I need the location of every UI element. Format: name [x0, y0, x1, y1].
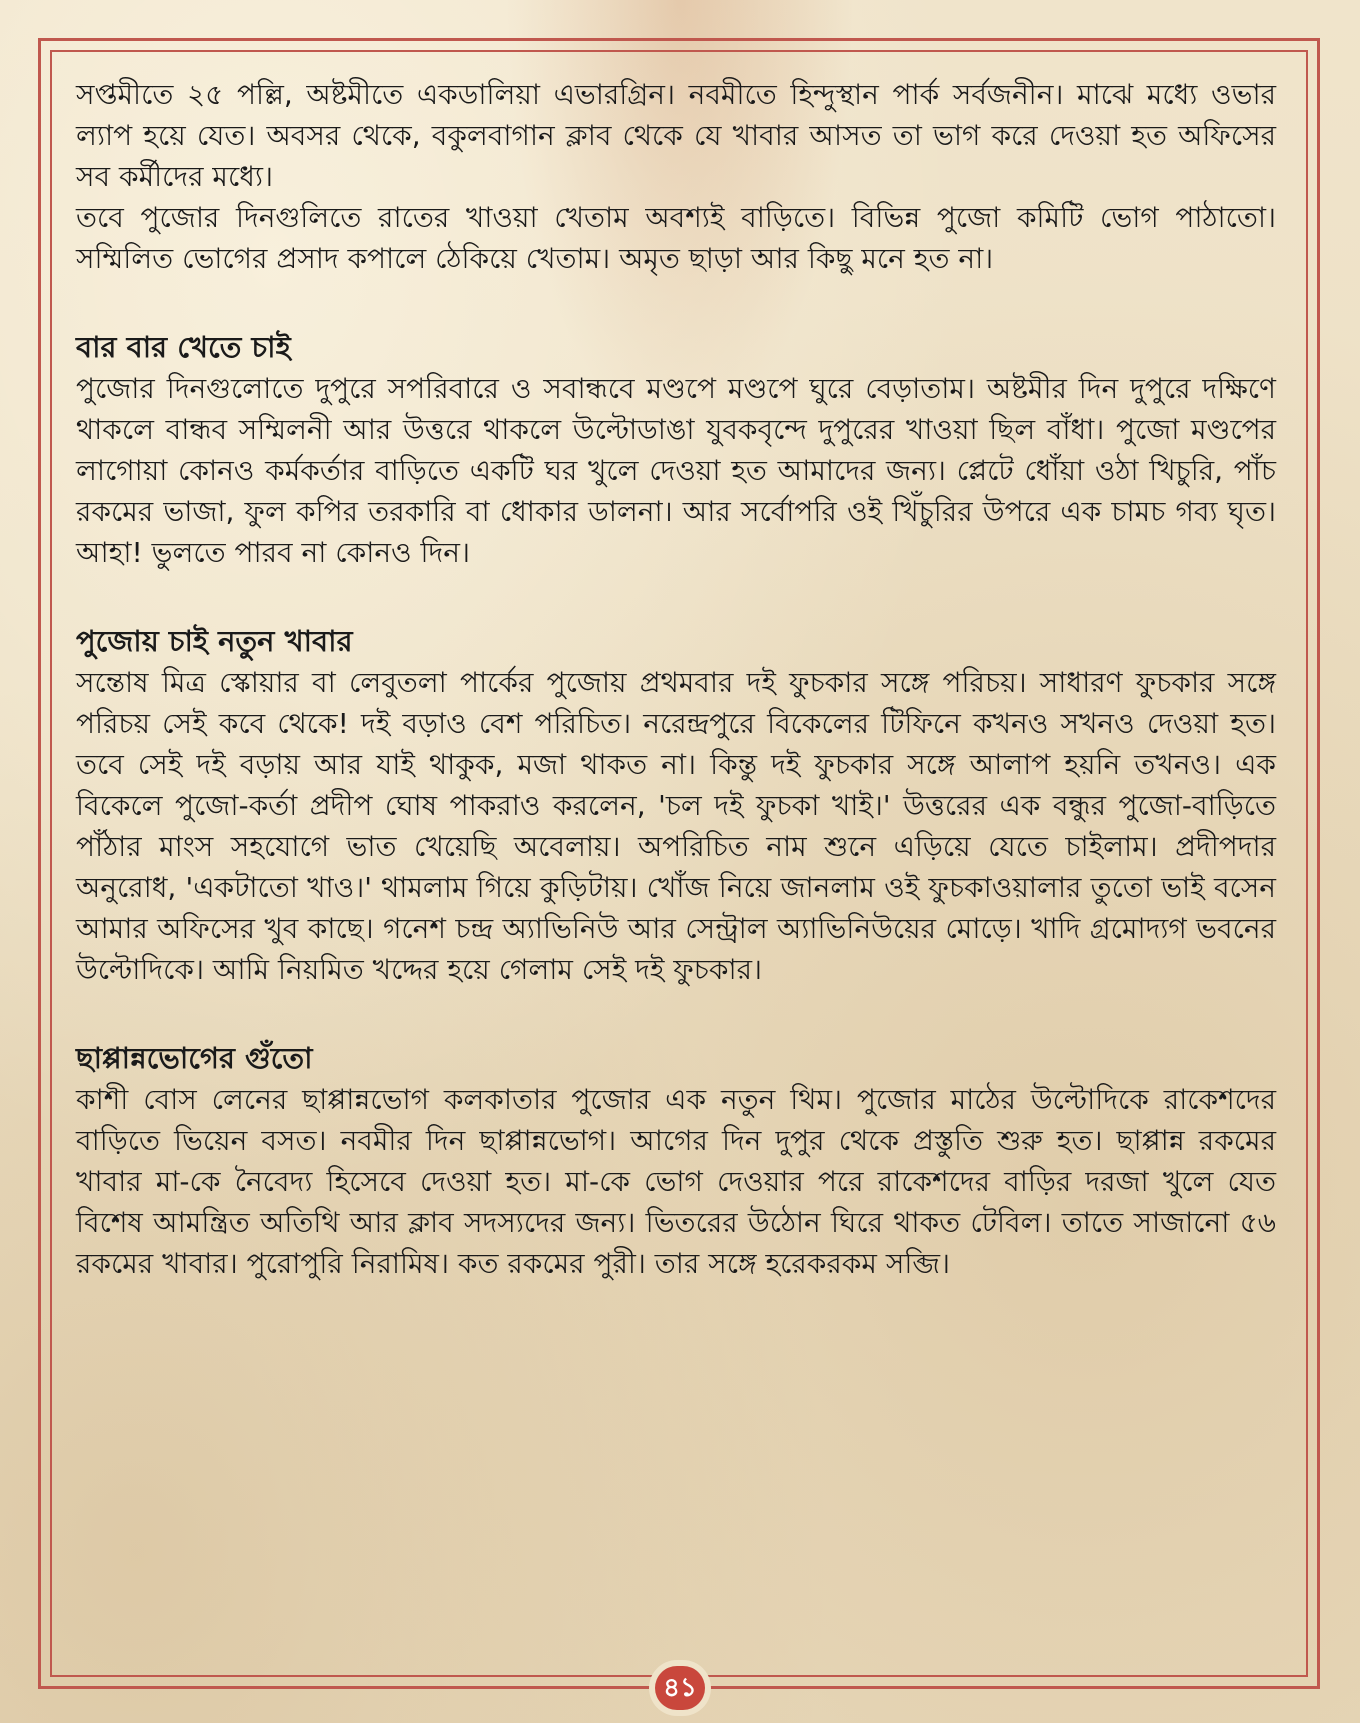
- intro-paragraph-1: সপ্তমীতে ২৫ পল্লি, অষ্টমীতে একডালিয়া এভারগ্রিন। নবমীতে হিন্দুস্থান পার্ক সর্বজনীন। মাঝে মধ্যে ওভার ল্যাপ হয়ে যেত। অবসর থেকে, বকুলবাগান ক্লাব থেকে যে খাবার আসত তা ভাগ করে দেওয়া হত অফিসের সব কর্মীদের মধ্যে।: [76, 78, 1276, 193]
- page-number-badge: ৪১: [655, 1666, 705, 1710]
- section-heading-1: বার বার খেতে চাই: [76, 330, 291, 364]
- intro-paragraph-2: তবে পুজোর দিনগুলিতে রাতের খাওয়া খেতাম অবশ্যই বাড়িতে। বিভিন্ন পুজো কমিটি ভোগ পাঠাতো। সম্মিলিত ভোগের প্রসাদ কপালে ঠেকিয়ে খেতাম। অমৃত ছাড়া আর কিছু মনে হত না।: [76, 201, 1276, 275]
- page-footer: [0, 1666, 1360, 1712]
- article-content: [76, 74, 1276, 1284]
- section-heading-2: পুজোয় চাই নতুন খাবার: [76, 624, 353, 658]
- section-heading-3: ছাপ্পান্নভোগের গুঁতো: [76, 1041, 313, 1075]
- section-body-3: কাশী বোস লেনের ছাপ্পান্নভোগ কলকাতার পুজোর এক নতুন থিম। পুজোর মাঠের উল্টোদিকে রাকেশদের বাড়িতে ভিয়েন বসত। নবমীর দিন ছাপ্পান্নভোগ। আগের দিন দুপুর থেকে প্রস্তুতি শুরু হত। ছাপ্পান্ন রকমের খাবার মা-কে নৈবেদ্য হিসেবে দেওয়া হত। মা-কে ভোগ দেওয়ার পরে রাকেশদের বাড়ির দরজা খুলে যেত বিশেষ আমন্ত্রিত অতিথি আর ক্লাব সদস্যদের জন্য। ভিতরের উঠোন ঘিরে থাকত টেবিল। তাতে সাজানো ৫৬ রকমের খাবার। পুরোপুরি নিরামিষ। কত রকমের পুরী। তার সঙ্গে হরেকরকম সব্জি।: [76, 1083, 1276, 1280]
- section-body-2: সন্তোষ মিত্র স্কোয়ার বা লেবুতলা পার্কের পুজোয় প্রথমবার দই ফুচকার সঙ্গে পরিচয়। সাধারণ ফুচকার সঙ্গে পরিচয় সেই কবে থেকে! দই বড়াও বেশ পরিচিত। নরেন্দ্রপুরে বিকেলের টিফিনে কখনও সখনও দেওয়া হত। তবে সেই দই বড়ায় আর যাই থাকুক, মজা থাকত না। কিন্তু দই ফুচকার সঙ্গে আলাপ হয়নি তখনও। এক বিকেলে পুজো-কর্তা প্রদীপ ঘোষ পাকরাও করলেন, 'চল দই ফুচকা খাই।' উত্তরের এক বন্ধুর পুজো-বাড়িতে পাঁঠার মাংস সহযোগে ভাত খেয়েছি অবেলায়। অপরিচিত নাম শুনে এড়িয়ে যেতে চাইলাম। প্রদীপদার অনুরোধ, 'একটাতো খাও।' থামলাম গিয়ে কুড়িটায়। খোঁজ নিয়ে জানলাম ওই ফুচকাওয়ালার তুতো ভাই বসেন আমার অফিসের খুব কাছে। গনেশ চন্দ্র অ্যাভিনিউ আর সেন্ট্রাল অ্যাভিনিউয়ের মোড়ে। খাদি গ্রমোদ্যগ ভবনের উল্টোদিকে। আমি নিয়মিত খদ্দের হয়ে গেলাম সেই দই ফুচকার।: [76, 666, 1276, 986]
- section-body-1: পুজোর দিনগুলোতে দুপুরে সপরিবারে ও সবান্ধবে মণ্ডপে মণ্ডপে ঘুরে বেড়াতাম। অষ্টমীর দিন দুপুরে দক্ষিণে থাকলে বান্ধব সম্মিলনী আর উত্তরে থাকলে উল্টোডাঙা যুবকবৃন্দে দুপুরের খাওয়া ছিল বাঁধা। পুজো মণ্ডপের লাগোয়া কোনও কর্মকর্তার বাড়িতে একটি ঘর খুলে দেওয়া হত আমাদের জন্য। প্লেটে ধোঁয়া ওঠা খিচুরি, পাঁচ রকমের ভাজা, ফুল কপির তরকারি বা ধোকার ডালনা। আর সর্বোপরি ওই খিঁচুরির উপরে এক চামচ গব্য ঘৃত। আহা! ভুলতে পারব না কোনও দিন।: [76, 372, 1276, 569]
